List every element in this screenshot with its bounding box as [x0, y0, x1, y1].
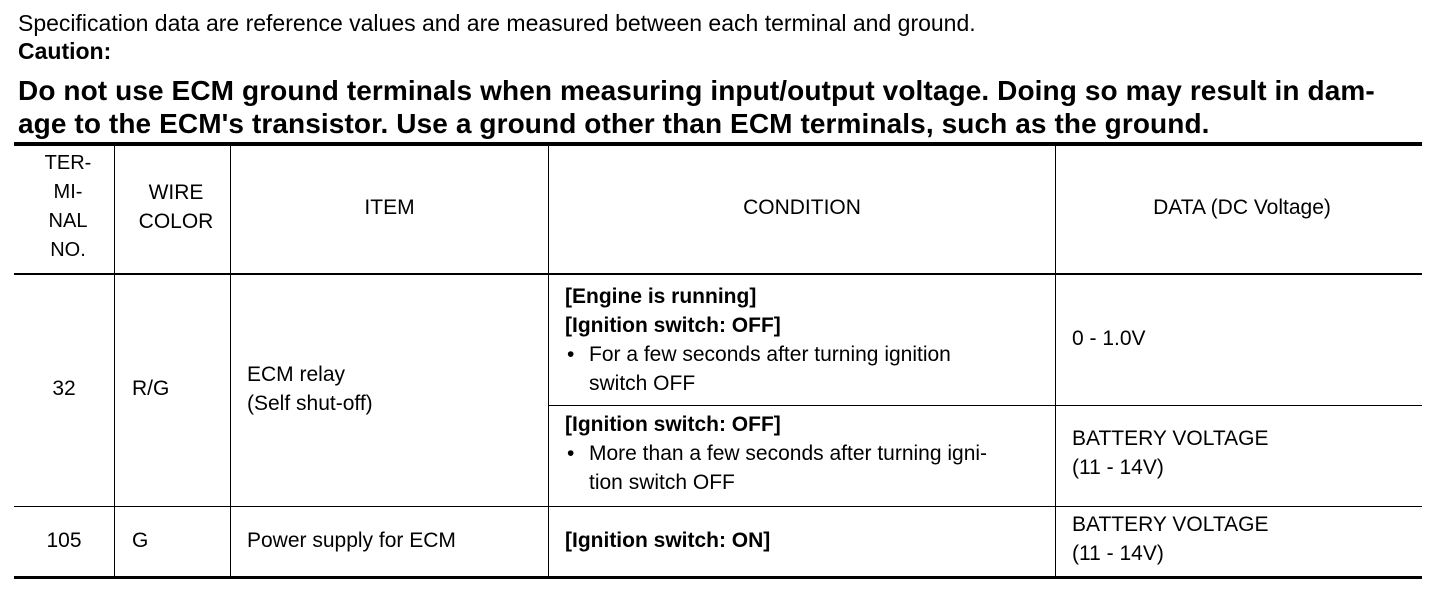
row-32-item-line: ECM relay [247, 363, 346, 386]
row-32-wire-color: R/G [132, 377, 170, 400]
data-line: (11 - 14V) [1072, 542, 1164, 565]
condition-heading: [Engine is running] [565, 285, 757, 308]
header-wire-color [118, 178, 234, 236]
header-condition: CONDITION [743, 196, 861, 219]
table-bottom-rule [14, 576, 1422, 579]
header-item: ITEM [364, 196, 415, 219]
row-32-item [247, 360, 373, 418]
condition-divider-rule [549, 405, 1422, 406]
data-line: (11 - 14V) [1072, 456, 1164, 479]
caution-text [18, 74, 1423, 140]
header-data: DATA (DC Voltage) [1153, 196, 1331, 219]
row-32-data-1: 0 - 1.0V [1072, 327, 1146, 350]
row-105-item: Power supply for ECM [247, 529, 456, 552]
row-32-item-line: (Self shut-off) [247, 392, 373, 415]
header-terminal-line: TER- [44, 152, 92, 174]
row-32-condition-2 [565, 410, 1045, 497]
header-wire-line: WIRE [148, 181, 204, 204]
caution-line-2: age to the ECM's transistor. Use a ground other than ECM terminals, such as the ground. [18, 108, 1210, 139]
header-terminal-line: MI- [53, 181, 83, 203]
row-105-terminal: 105 [46, 529, 82, 552]
row-105-wire-color: G [132, 529, 149, 552]
condition-bullet [565, 439, 1045, 497]
condition-bullet-line: tion switch OFF [589, 471, 735, 494]
header-terminal-line: NAL [48, 210, 88, 232]
row-32-data-2 [1072, 424, 1268, 482]
data-line: BATTERY VOLTAGE [1072, 513, 1269, 536]
intro-text: Specification data are reference values and are measured between each terminal and ground. [18, 10, 976, 36]
condition-heading: [Ignition switch: OFF] [565, 413, 781, 436]
condition-heading: [Ignition switch: ON] [565, 529, 771, 552]
row-105-condition [565, 526, 1045, 555]
data-line: BATTERY VOLTAGE [1072, 427, 1269, 450]
header-terminal-no [20, 149, 116, 265]
header-wire-line: COLOR [138, 210, 214, 233]
caution-label: Caution: [18, 38, 112, 64]
caution-line-1: Do not use ECM ground terminals when measuring input/output voltage. Doing so may result in dam- [18, 75, 1375, 106]
header-terminal-line: NO. [50, 239, 86, 261]
row-divider-rule [14, 506, 1422, 507]
header-bottom-rule [14, 273, 1422, 275]
table-top-rule [14, 142, 1422, 146]
condition-heading: [Ignition switch: OFF] [565, 314, 781, 337]
condition-bullet-line: • For a few seconds after turning ignition [589, 343, 951, 366]
condition-bullet-line: switch OFF [589, 372, 696, 395]
row-105-data [1072, 510, 1268, 568]
condition-bullet-line: • More than a few seconds after turning igni- [589, 442, 988, 465]
row-32-condition-1 [565, 282, 1045, 398]
row-32-terminal: 32 [52, 377, 76, 400]
condition-bullet [565, 340, 1045, 398]
